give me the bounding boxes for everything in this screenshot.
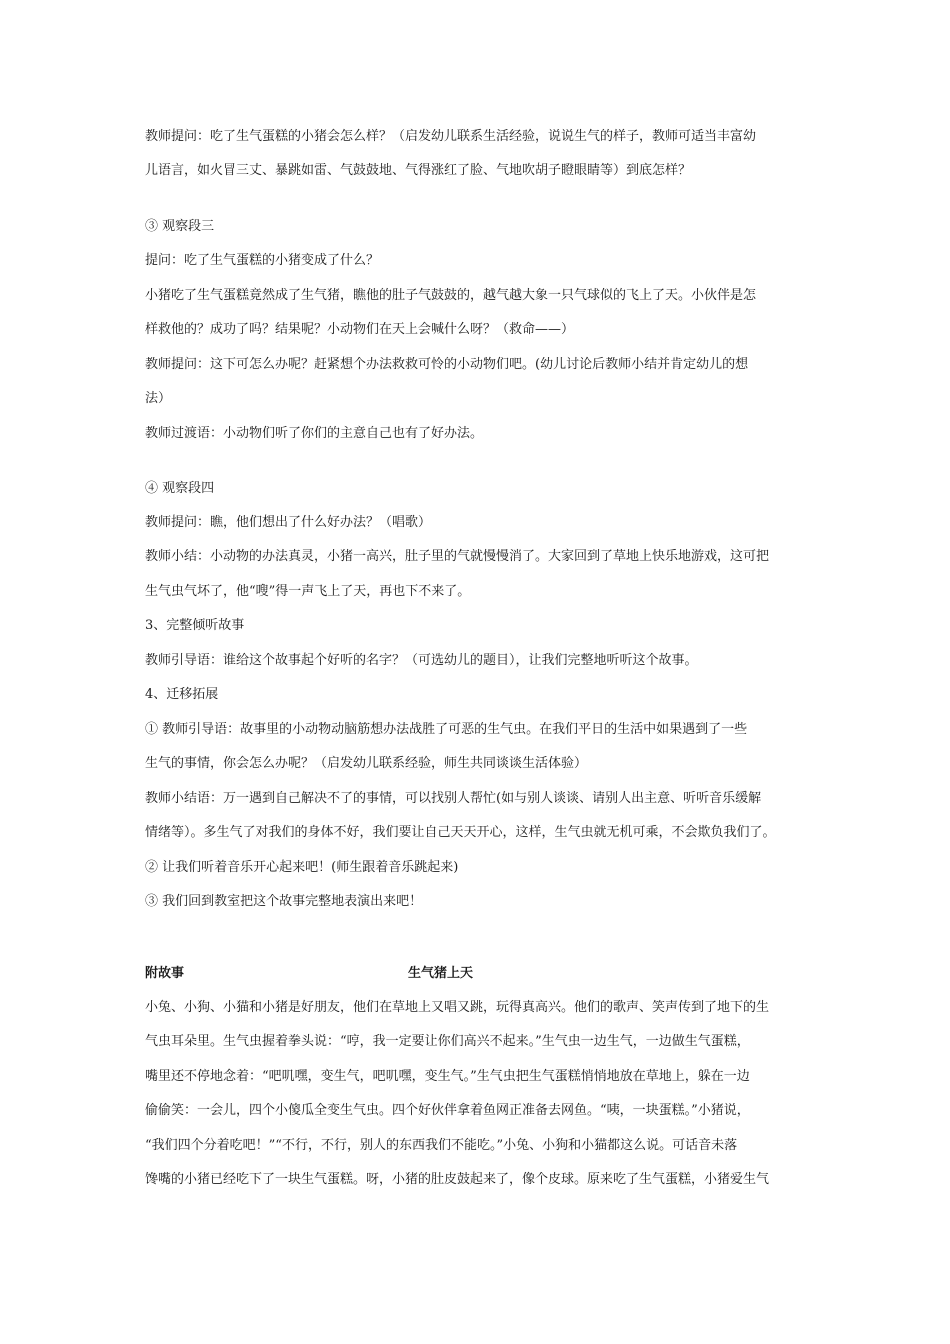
text-line: 教师提问：吃了生气蛋糕的小猪会怎么样？（启发幼儿联系生活经验，说说生气的样子，教师可适当丰富幼 bbox=[145, 129, 757, 144]
text-line: 教师小结：小动物的办法真灵，小猪一高兴，肚子里的气就慢慢消了。大家回到了草地上快乐地游戏，这可把 bbox=[145, 549, 770, 564]
section-heading: ④ 观察段四 bbox=[145, 481, 215, 496]
text-line: 儿语言，如火冒三丈、暴跳如雷、气鼓鼓地、气得涨红了脸、气地吹胡子瞪眼睛等）到底怎样？ bbox=[145, 163, 692, 178]
text-line: 教师提问：这下可怎么办呢？赶紧想个办法救救可怜的小动物们吧。(幼儿讨论后教师小结并肯定幼儿的想 bbox=[145, 357, 749, 372]
story-line: 偷偷笑：一会儿，四个小傻瓜全变生气虫。四个好伙伴拿着鱼网正准备去网鱼。“咦，一块蛋糕。”小猪说， bbox=[145, 1103, 750, 1118]
text-line: 教师引导语：谁给这个故事起个好听的名字？（可选幼儿的题目），让我们完整地听听这个故事。 bbox=[145, 653, 698, 668]
text-line: 情绪等）。多生气了对我们的身体不好，我们要让自己天天开心，这样，生气虫就无机可乘，不会欺负我们了。 bbox=[145, 825, 776, 840]
text-line: ① 教师引导语：故事里的小动物动脑筋想办法战胜了可恶的生气虫。在我们平日的生活中如果遇到了一些 bbox=[145, 722, 748, 737]
text-line: ③ 我们回到教室把这个故事完整地表演出来吧！ bbox=[145, 894, 423, 909]
text-line: 生气虫气坏了，他“嗖”得一声飞上了天，再也下不来了。 bbox=[145, 584, 471, 599]
text-line: 生气的事情，你会怎么办呢？（启发幼儿联系经验，师生共同谈谈生活体验） bbox=[145, 756, 588, 771]
text-line: 教师过渡语：小动物们听了你们的主意自己也有了好办法。 bbox=[145, 426, 484, 441]
section-heading: ③ 观察段三 bbox=[145, 219, 215, 234]
section-heading: 4、迁移拓展 bbox=[145, 687, 219, 702]
text-line: ② 让我们听着音乐开心起来吧！(师生跟着音乐跳起来) bbox=[145, 860, 459, 875]
text-line: 小猪吃了生气蛋糕竟然成了生气猪，瞧他的肚子气鼓鼓的，越气越大象一只气球似的飞上了天。小伙伴是怎 bbox=[145, 288, 757, 303]
text-line: 教师提问：瞧，他们想出了什么好办法？（唱歌） bbox=[145, 515, 432, 530]
story-line: 气虫耳朵里。生气虫握着拳头说：“哼，我一定要让你们高兴不起来。”生气虫一边生气，一边做生气蛋糕， bbox=[145, 1034, 750, 1049]
story-line: 嘴里还不停地念着：“吧叽嘿，变生气，吧叽嘿，变生气。”生气虫把生气蛋糕悄悄地放在草地上，躲在一边 bbox=[145, 1069, 750, 1084]
section-heading: 3、完整倾听故事 bbox=[145, 618, 245, 633]
story-line: 馋嘴的小猪已经吃下了一块生气蛋糕。呀，小猪的肚皮鼓起来了，像个皮球。原来吃了生气蛋糕，小猪爱生气 bbox=[145, 1172, 770, 1187]
story-line: “我们四个分着吃吧！”“不行，不行，别人的东西我们不能吃。”小兔、小狗和小猫都这么说。可话音未落 bbox=[145, 1138, 738, 1153]
text-line: 样救他的？成功了吗？结果呢？小动物们在天上会喊什么呀？（救命——） bbox=[145, 322, 575, 337]
text-line: 法） bbox=[145, 391, 172, 406]
text-line: 提问：吃了生气蛋糕的小猪变成了什么？ bbox=[145, 253, 380, 268]
story-label: 附故事 bbox=[145, 966, 185, 981]
text-line: 教师小结语：万一遇到自己解决不了的事情，可以找别人帮忙(如与别人谈谈、请别人出主意、听听音乐缓解 bbox=[145, 791, 762, 806]
story-line: 小兔、小狗、小猫和小猪是好朋友，他们在草地上又唱又跳，玩得真高兴。他们的歌声、笑声传到了地下的生 bbox=[145, 1000, 770, 1015]
story-title: 生气猪上天 bbox=[408, 966, 474, 981]
